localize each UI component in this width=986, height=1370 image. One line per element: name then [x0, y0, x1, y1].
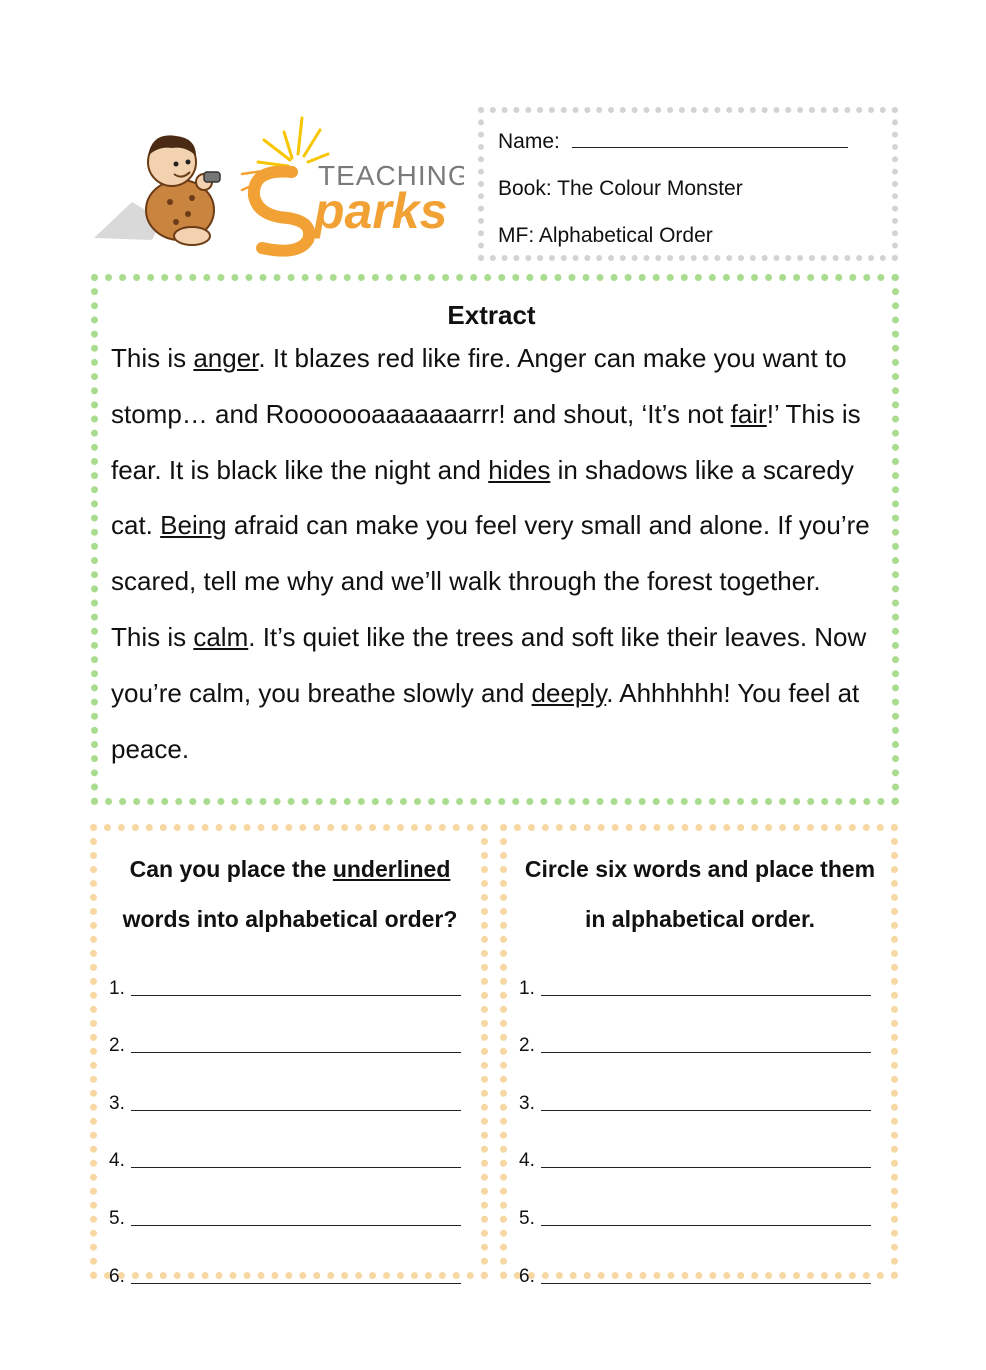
answer-number: 6. — [109, 1265, 125, 1287]
underlined-word: underlined — [332, 856, 451, 882]
answer-line[interactable] — [519, 1002, 881, 1060]
student-info-box — [478, 107, 898, 261]
answer-number: 4. — [519, 1150, 535, 1172]
answer-blank[interactable] — [541, 977, 871, 996]
answer-line[interactable] — [109, 1232, 471, 1290]
answer-number: 3. — [519, 1092, 535, 1114]
answer-number: 2. — [519, 1035, 535, 1057]
answer-blank[interactable] — [541, 1034, 871, 1053]
answer-blank[interactable] — [541, 1149, 871, 1168]
answer-line[interactable] — [109, 1174, 471, 1232]
answer-number: 2. — [109, 1035, 125, 1057]
logo-brand-bottom-visible: parks — [314, 183, 448, 239]
name-blank[interactable] — [572, 129, 848, 148]
answer-number: 5. — [109, 1207, 125, 1229]
mf-label: MF: Alphabetical Order — [498, 224, 713, 247]
answer-line[interactable] — [109, 1002, 471, 1060]
answer-line[interactable] — [519, 1059, 881, 1117]
answer-blank[interactable] — [541, 1207, 871, 1226]
underlined-word: calm — [193, 621, 249, 652]
underlined-word: hides — [488, 454, 551, 485]
answer-blank[interactable] — [131, 977, 461, 996]
extract-title: Extract — [447, 300, 536, 330]
extract-segment: . It’s quiet like the trees and soft like their leaves. Now you’re calm, you breathe slowly and — [111, 621, 867, 708]
answer-blank[interactable] — [131, 1092, 461, 1111]
answer-line[interactable] — [519, 1117, 881, 1175]
answer-blank[interactable] — [131, 1207, 461, 1226]
answer-number: 1. — [109, 977, 125, 999]
caveman-mascot-icon — [92, 110, 464, 260]
answer-list-right — [519, 944, 881, 1290]
answer-blank[interactable] — [131, 1149, 461, 1168]
book-label: Book: The Colour Monster — [498, 177, 743, 200]
extract-segment: afraid can make you feel very small and alone. If you’re scared, tell me why and we’ll walk through the forest together. This is — [111, 510, 870, 652]
answer-blank[interactable] — [541, 1265, 871, 1284]
underlined-word: Being — [160, 510, 227, 541]
underlined-word: anger — [193, 343, 259, 373]
name-line[interactable] — [498, 125, 892, 172]
answer-line[interactable] — [519, 1174, 881, 1232]
answer-number: 3. — [109, 1092, 125, 1114]
answer-line[interactable] — [519, 944, 881, 1002]
extract-text — [111, 331, 872, 777]
name-label: Name: — [498, 130, 560, 153]
task-left-title: Can you place the underlined words into alphabetical order? — [122, 856, 458, 932]
extract-segment: in shadows like a scaredy cat. — [111, 454, 854, 541]
answer-number: 4. — [109, 1150, 125, 1172]
underlined-word: deeply — [531, 677, 607, 708]
extract-segment: . Ahhhhhh! You feel at peace. — [111, 677, 860, 764]
extract-segment: . It blazes red like fire. Anger can make you want to stomp… and Rooooooaaaaaaarrr! and shout, ‘It’s not — [111, 343, 847, 429]
teaching-sparks-logo — [92, 110, 464, 260]
logo-brand-top: TEACHING — [318, 160, 464, 191]
answer-number: 5. — [519, 1207, 535, 1229]
circle-words-task — [500, 824, 898, 1287]
answer-line[interactable] — [109, 1117, 471, 1175]
answer-line[interactable] — [109, 1059, 471, 1117]
answer-list-left — [109, 944, 471, 1290]
task-right-title: Circle six words and place them in alphabetical order. — [524, 856, 876, 932]
underlined-word: fair — [730, 398, 767, 429]
extract-box — [91, 274, 899, 805]
answer-line[interactable] — [109, 944, 471, 1002]
answer-number: 6. — [519, 1265, 535, 1287]
answer-number: 1. — [519, 977, 535, 999]
answer-line[interactable] — [519, 1232, 881, 1290]
underlined-words-task — [90, 824, 488, 1287]
extract-segment: !’ This is fear. It is black like the night and — [111, 398, 861, 485]
answer-blank[interactable] — [131, 1034, 461, 1053]
answer-blank[interactable] — [131, 1265, 461, 1284]
extract-segment: This is — [111, 343, 194, 373]
answer-blank[interactable] — [541, 1092, 871, 1111]
